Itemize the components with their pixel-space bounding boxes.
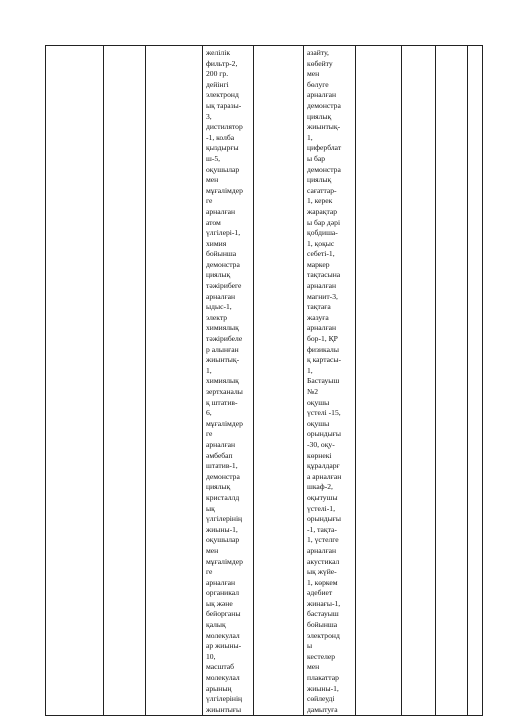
table-row — [46, 46, 483, 716]
table-cell-equipment-list-2 — [304, 46, 356, 716]
equipment-table — [45, 45, 483, 716]
table-cell-col8 — [402, 46, 436, 716]
table-cell-col7 — [356, 46, 402, 716]
table-cell-col2 — [104, 46, 146, 716]
equipment-list-text-2: азайту, көбейту мен бөлуге арналған демонстра циялық жиынтық- 1, циферблат ы бар демонстра циялық сағаттар- 1, керек жарақтар ы бар дәрі қобдиша- 1, қоқыс себеті-1, маркер тақтасына арналған магнит-3, тақтаға жазуға арналған бор-1, ҚР физикалы қ картасы- 1, Бастауыш №2 оқушы үстелі -15, оқушы орындығы -30, оқу- көрнекі құралдарғ а арналған шкаф-2, оқытушы үстелі-1, орындығы -1, тақта- 1, үстелге арналған акустикал ық жүйе- 1, көркем әдебиет жинағы-1, бастауыш бойынша электронд ы кестелер мен плакаттар жиыны-1, сөйлеуді дамытуға — [307, 48, 342, 714]
table-cell-col3 — [146, 46, 203, 716]
table-cell-equipment-list-1 — [203, 46, 254, 716]
table-cell-col5 — [254, 46, 304, 716]
equipment-list-text-1: желілік фильтр-2, 200 гр. дейінгі электронд ық таразы- 3, дистилятор -1, колба қыздырғы ш-5, оқушылар мен мұғалімдер ге арналған атом үлгілері-1, химия бойынша демонстра циялық тәжірибеге арналған ыдыс-1, электр химиялық тәжірибеле р алынған жиынтық- 1, химиялық зертханалы қ штатив- 6, мұғалімдер ге арналған әмбебап штатив-1, демонстра циялық кристаллд ық үлгілерінің жиыны-1, оқушылар мен мұғалімдер ге арналған органикал ық және бейорганы қалық молекулал ар жиыны- 10, масштаб молекулал арының үлгілерінің жиынтығы — [206, 48, 243, 714]
table-cell-col10 — [468, 46, 483, 716]
table-cell-col9 — [436, 46, 468, 716]
table-cell-col1 — [46, 46, 104, 716]
